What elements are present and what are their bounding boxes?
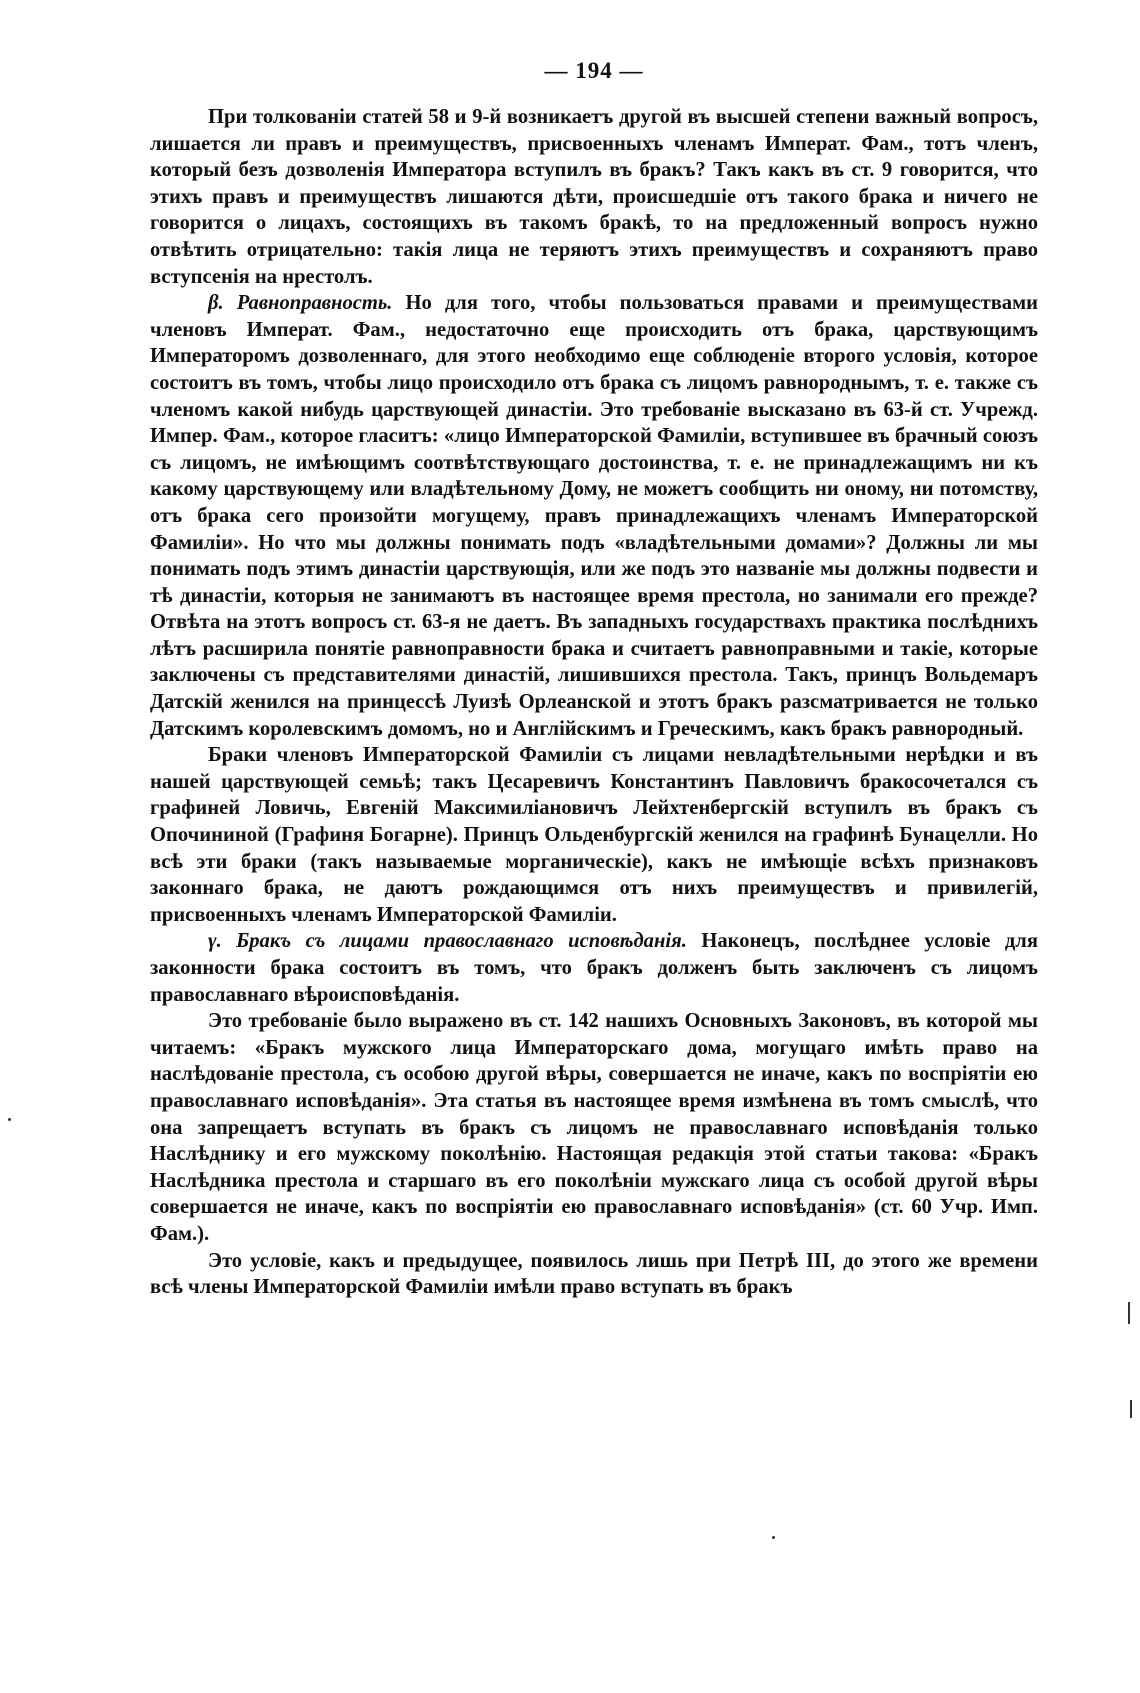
paragraph-text: Но для того, чтобы пользоваться правами и преимуществами членовъ Императ. Фам., недостаточно еще происходить отъ брака, царствующимъ Императоромъ дозволеннаго, для этого необходимо еще соблюденіе второго условія, которое состоитъ въ томъ, чтобы лицо происходило отъ брака съ лицомъ равнороднымъ, т. е. также съ членомъ какой нибудь царствующей династіи. Это требованіе высказано въ 63-й ст. Учрежд. Импер. Фам., которое гласитъ: «лицо Императорской Фамиліи, вступившее въ брачный союзъ съ лицомъ, не имѣющимъ соотвѣтствующаго достоинства, т. е. не принадлежащимъ ни къ какому царствующему или владѣтельному Дому, не можетъ сообщить ни оному, ни потомству, отъ брака сего произойти могущему, правъ принадлежащихъ членамъ Императорской Фамиліи». Но что мы должны понимать подъ «владѣтельными домами»? Должны ли мы понимать подъ этимъ династіи царствующія, или же подъ это названіе мы должны подвести и тѣ династіи, которыя не занимаютъ въ настоящее время престола, но занимали его прежде? Отвѣта на этотъ вопросъ ст. 63-я не даетъ. Въ западныхъ государствахъ практика послѣднихъ лѣтъ расширила понятіе равноправности брака и считаетъ равноправными и такіе, которые заключены съ представителями династій, лишившихся престола. Такъ, принцъ Вольдемаръ Датскій женился на принцессѣ Луизѣ Орлеанской и этотъ бракъ разсматривается не только Датскимъ королевскимъ домомъ, но и Англійскимъ и Греческимъ, какъ бракъ равнородный. (150, 292, 1038, 740)
paragraph-5 (150, 1008, 1038, 1247)
section-heading-gamma: γ. Бракъ съ лицами православнаго исповѣданія. (208, 930, 687, 953)
paragraph-4-orthodox (150, 928, 1038, 1008)
paragraph-text: При толкованіи статей 58 и 9-й возникаетъ другой въ высшей степени важный вопросъ, лишается ли правъ и преимуществъ, присвоенныхъ членамъ Императ. Фам., тотъ членъ, который безъ дозволенія Императора вступилъ въ бракъ? Такъ какъ въ ст. 9 говорится, что этихъ правъ и преимуществъ лишаются дѣти, происшедшіе отъ такого брака и ничего не говорится о лицахъ, состоящихъ въ такомъ бракѣ, то на предложенный вопросъ нужно отвѣтить отрицательно: такія лица не теряютъ этихъ преимуществъ и сохраняютъ право вступсенія на нрестолъ. (150, 106, 1038, 288)
scan-edge-mark (1128, 1302, 1130, 1324)
page-number: — 194 — (544, 58, 644, 83)
paragraph-6 (150, 1248, 1038, 1301)
paragraph-1 (150, 104, 1038, 290)
paragraph-2-equality (150, 290, 1038, 742)
scan-speck (8, 1118, 11, 1121)
book-page (150, 58, 1038, 1301)
section-heading-beta: β. Равноправность. (208, 292, 393, 315)
paragraph-text: Это требованіе было выражено въ ст. 142 нашихъ Основныхъ Законовъ, въ которой мы читаемъ: «Бракъ мужского лица Императорскаго дома, могущаго имѣть право на наслѣдованіе престола, съ особою другой вѣры, совершается не иначе, какъ по воспріятіи ею православнаго исповѣданія». Эта статья въ настоящее время измѣнена въ томъ смыслѣ, что она запрещаетъ вступать въ бракъ съ лицомъ не православнаго исповѣданія только Наслѣднику и его мужскому поколѣнію. Настоящая редакція этой статьи такова: «Бракъ Наслѣдника престола и старшаго въ его поколѣніи мужскаго лица съ особой другой вѣры совершается не иначе, какъ по воспріятіи ею православнаго исповѣданія» (ст. 60 Учр. Имп. Фам.). (150, 1010, 1038, 1245)
paragraph-text: Наконецъ, послѣднее условіе для законности брака состоитъ въ томъ, что бракъ долженъ быть заключенъ съ лицомъ православнаго вѣроисповѣданія. (150, 930, 1039, 1006)
paragraph-3 (150, 742, 1038, 928)
paragraph-text: Это условіе, какъ и предыдущее, появилось лишь при Петрѣ III, до этого же времени всѣ члены Императорской Фамиліи имѣли право вступать въ бракъ (150, 1249, 1038, 1299)
paragraph-text: Браки членовъ Императорской Фамиліи съ лицами невладѣтельными нерѣдки и въ нашей царствующей семьѣ; такъ Цесаревичъ Константинъ Павловичъ бракосочетался съ графиней Ловичь, Евгеній Максимиліановичъ Лейхтенбергскій вступилъ въ бракъ съ Опочининой (Графиня Богарне). Принцъ Ольденбургскій женился на графинѣ Бунацелли. Но всѣ эти браки (такъ называемые морганическіе), какъ не имѣющіе всѣхъ признаковъ законнаго брака, не даютъ рождающимся отъ нихъ преимуществъ и привилегій, присвоенныхъ членамъ Императорской Фамиліи. (150, 744, 1038, 926)
scan-speck (772, 1536, 775, 1539)
scan-edge-mark (1130, 1400, 1132, 1418)
